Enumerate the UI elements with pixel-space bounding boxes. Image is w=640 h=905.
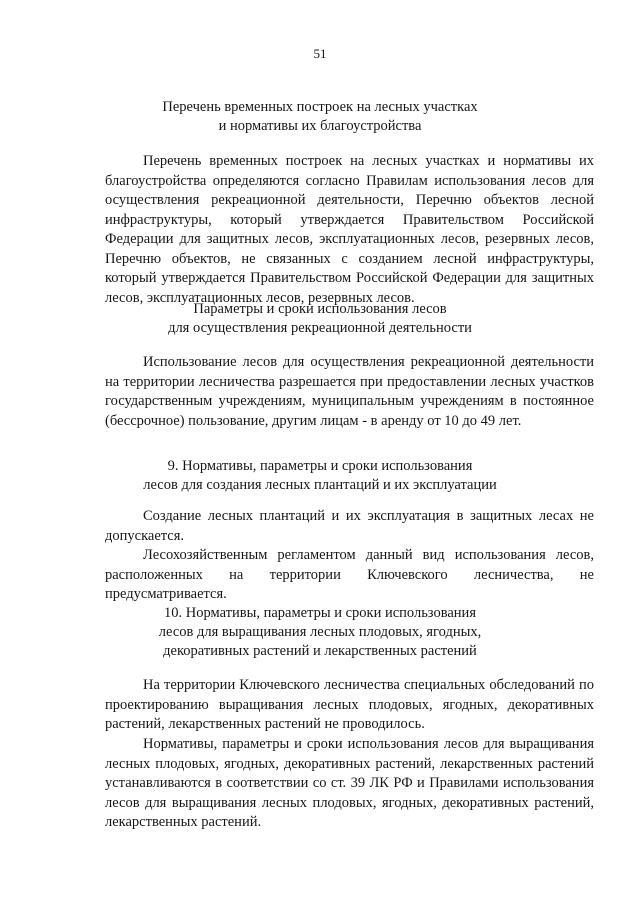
- heading-line: 9. Нормативы, параметры и сроки использования: [167, 458, 473, 474]
- paragraph: Создание лесных плантаций и их эксплуатация в защитных лесах не допускается.: [105, 508, 594, 544]
- section-heading-10-cultivation: [0, 604, 640, 661]
- heading-line: Параметры и сроки использования лесов: [193, 301, 447, 317]
- paragraph: На территории Ключевского лесничества специальных обследований по проектированию выращивания лесных плодовых, ягодных, декоративных растений, лекарственных растений не проводилось.: [105, 677, 594, 732]
- heading-line: 10. Нормативы, параметры и сроки использования: [164, 605, 476, 621]
- heading-line: декоративных растений и лекарственных растений: [163, 643, 477, 659]
- section-heading-recreation: [0, 300, 640, 338]
- paragraph: Лесохозяйственным регламентом данный вид использования лесов, расположенных на территории Ключевского лесничества, не предусматривается.: [105, 547, 594, 602]
- paragraph: Использование лесов для осуществления рекреационной деятельности на территории лесничества разрешается при предоставлении лесных участков государственным учреждениям, муниципальным учреждениям в постоянное (бессрочное) пользование, другим лицам - в аренду от 10 до 49 лет.: [105, 354, 594, 429]
- heading-line: и нормативы их благоустройства: [218, 118, 422, 134]
- heading-line: лесов для создания лесных плантаций и их эксплуатации: [143, 477, 497, 493]
- paragraph: Перечень временных построек на лесных участках и нормативы их благоустройства определяются согласно Правилам использования лесов для осуществления рекреационной деятельности, Перечню объектов лесной инфраструктуры, который утверждается Правительством Российской Федерации для защитных лесов, эксплуатационных лесов, резервных лесов, Перечню объектов, не связанных с созданием лесной инфраструктуры, который утверждается Правительством Российской Федерации для защитных лесов, эксплуатационных лесов, резервных лесов.: [105, 153, 594, 306]
- page-number: 51: [313, 46, 327, 61]
- section-heading-9-plantations: [0, 457, 640, 495]
- paragraph: Нормативы, параметры и сроки использования лесов для выращивания лесных плодовых, ягодных, декоративных растений, лекарственных растений устанавливаются в соответствии со ст. 39 ЛК РФ и Правилами использования лесов для выращивания лесных плодовых, ягодных, декоративных растений, лекарственных растений.: [105, 736, 594, 830]
- heading-line: лесов для выращивания лесных плодовых, ягодных,: [158, 624, 482, 640]
- section-heading-temporary-buildings: [0, 98, 640, 136]
- heading-line: для осуществления рекреационной деятельности: [168, 320, 472, 336]
- heading-line: Перечень временных построек на лесных участках: [162, 99, 478, 115]
